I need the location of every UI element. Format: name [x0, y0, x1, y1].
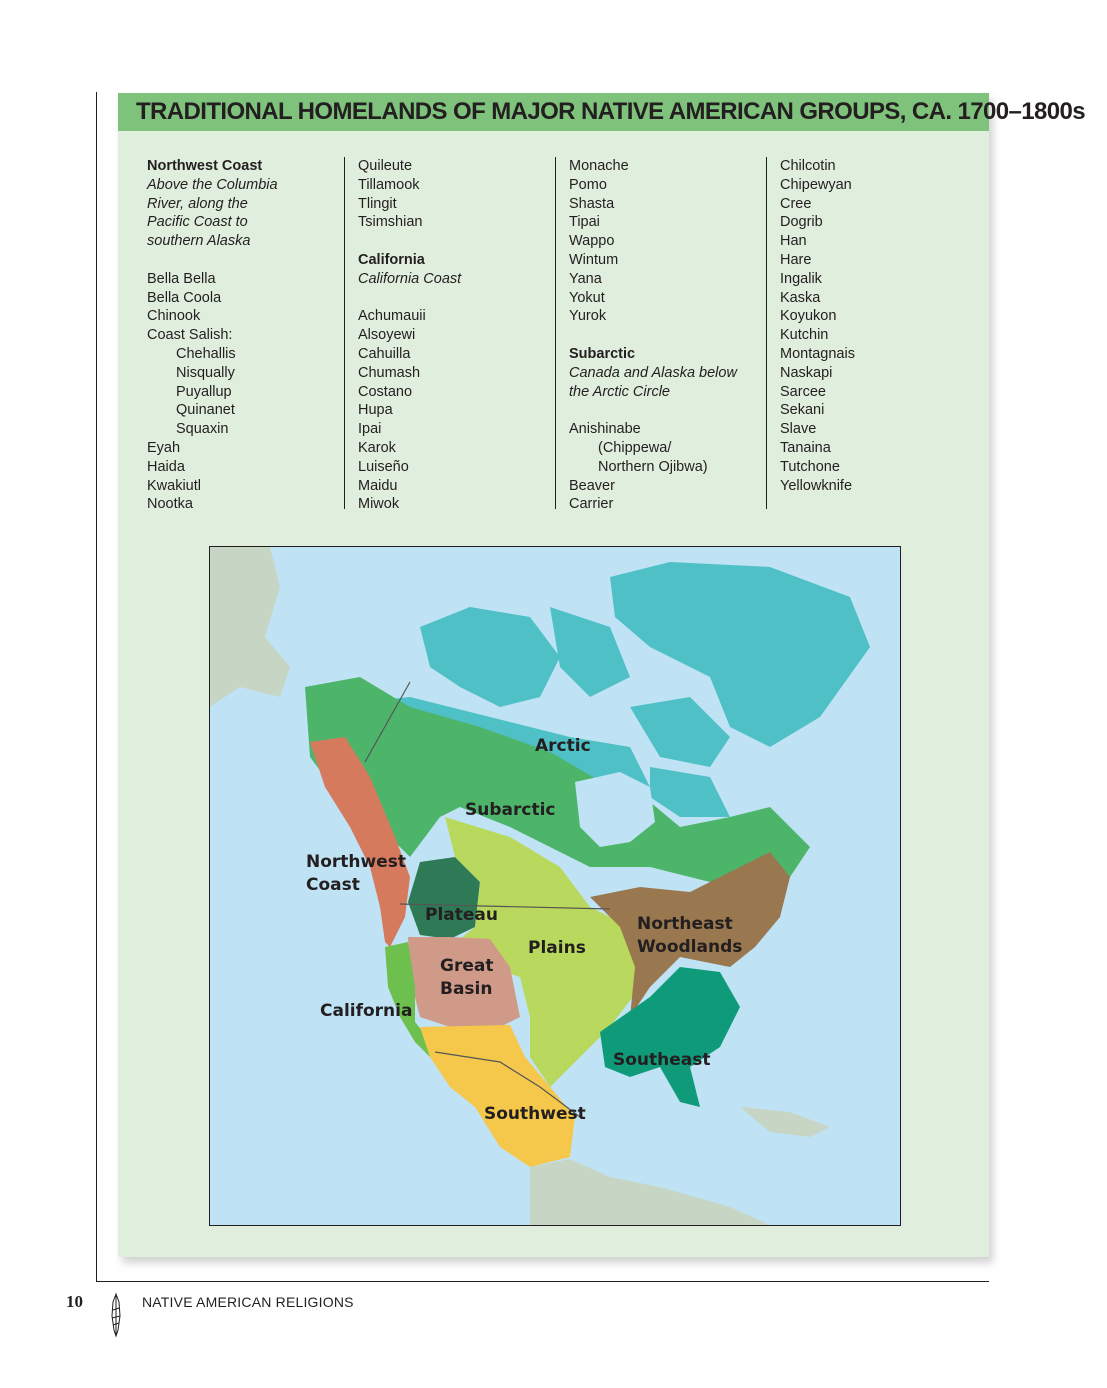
subgroup-name: Northern Ojibwa) — [598, 458, 708, 475]
group-name: Bella Coola — [147, 289, 222, 306]
map-label-arctic: Arctic — [535, 736, 591, 756]
map-label-great: Great — [440, 956, 494, 976]
region-description: California Coast — [358, 270, 462, 287]
group-column-1 — [147, 157, 337, 514]
group-name: Chumash — [358, 364, 421, 381]
map-label-northeast: Northeast — [637, 914, 733, 934]
group-name: Han — [780, 233, 807, 250]
map-label-southwest: Southwest — [484, 1104, 586, 1124]
group-name: Tlingit — [358, 195, 397, 212]
homelands-map — [209, 546, 901, 1226]
map-label-woodlands: Woodlands — [637, 937, 743, 957]
group-name: Eyah — [147, 439, 181, 456]
group-name: Carrier — [569, 496, 614, 513]
group-name: Montagnais — [780, 345, 855, 362]
running-title: NATIVE AMERICAN RELIGIONS — [142, 1294, 354, 1310]
group-name: Yellowknife — [780, 477, 853, 494]
group-name: Haida — [147, 458, 185, 475]
map-label-plateau: Plateau — [425, 905, 498, 925]
column-divider — [766, 157, 767, 509]
group-name: Nootka — [147, 496, 193, 513]
group-name: Slave — [780, 421, 817, 438]
map-label-southeast: Southeast — [613, 1050, 711, 1070]
group-name: Naskapi — [780, 364, 833, 381]
group-name: Luiseño — [358, 458, 409, 475]
map-label-subarctic: Subarctic — [465, 800, 556, 820]
group-name: Hare — [780, 251, 812, 268]
group-name: Anishinabe — [569, 421, 641, 438]
map-svg — [210, 547, 900, 1225]
group-name: Shasta — [569, 195, 615, 212]
group-name: Bella Bella — [147, 270, 216, 287]
group-name: Dogrib — [780, 214, 823, 231]
group-name: Kwakiutl — [147, 477, 201, 494]
region-heading: Northwest Coast — [147, 158, 263, 174]
group-name: Quileute — [358, 158, 413, 174]
group-name: Kaska — [780, 289, 821, 306]
subgroup-name: (Chippewa/ — [598, 439, 672, 456]
page-number: 10 — [66, 1292, 83, 1311]
region-description: Canada and Alaska below — [569, 364, 737, 381]
group-name: Chipewyan — [780, 176, 852, 193]
map-label-plains: Plains — [528, 938, 586, 958]
group-column-4 — [780, 157, 970, 495]
region-description: River, along the — [147, 195, 248, 212]
group-name: Sekani — [780, 402, 825, 419]
group-name: Yokut — [569, 289, 605, 306]
group-name: Maidu — [358, 477, 398, 494]
map-label-northwest: Northwest — [306, 852, 406, 872]
group-name: Chinook — [147, 308, 201, 325]
feather-icon — [106, 1292, 126, 1338]
region-description: Pacific Coast to — [147, 214, 248, 231]
group-name: Alsoyewi — [358, 327, 416, 344]
group-name: Miwok — [358, 496, 400, 513]
region-description: the Arctic Circle — [569, 383, 670, 400]
subgroup-name: Chehallis — [176, 345, 236, 362]
group-column-2 — [358, 157, 548, 514]
region-heading: Subarctic — [569, 345, 636, 362]
group-name: Tsimshian — [358, 214, 423, 231]
group-name: Pomo — [569, 176, 607, 193]
group-name: Achumauii — [358, 308, 426, 325]
group-name: Karok — [358, 439, 396, 456]
group-name: Sarcee — [780, 383, 826, 400]
group-name: Wappo — [569, 233, 615, 250]
group-name: Hupa — [358, 402, 393, 419]
group-name: Costano — [358, 383, 413, 400]
region-heading: California — [358, 251, 425, 268]
column-divider — [555, 157, 556, 509]
group-name: Yurok — [569, 308, 607, 325]
region-description: Above the Columbia — [147, 176, 278, 193]
group-name: Tipai — [569, 214, 600, 231]
subgroup-name: Nisqually — [176, 364, 235, 381]
group-name: Koyukon — [780, 308, 837, 325]
group-name: Tutchone — [780, 458, 840, 475]
subgroup-name: Puyallup — [176, 383, 232, 400]
group-name: Tillamook — [358, 176, 420, 193]
column-divider — [344, 157, 345, 509]
map-label-california: California — [320, 1001, 413, 1021]
group-name: Chilcotin — [780, 158, 836, 174]
subgroup-name: Quinanet — [176, 402, 235, 419]
group-name: Cree — [780, 195, 812, 212]
panel-title: TRADITIONAL HOMELANDS OF MAJOR NATIVE AMERICAN GROUPS, CA. 1700–1800s — [136, 98, 1085, 125]
group-name: Yana — [569, 270, 602, 287]
group-column-3 — [569, 157, 759, 514]
group-name: Ipai — [358, 421, 382, 438]
group-name: Wintum — [569, 251, 619, 268]
map-label-basin: Basin — [440, 979, 493, 999]
group-name: Coast Salish: — [147, 327, 233, 344]
group-name: Ingalik — [780, 270, 822, 287]
group-name: Kutchin — [780, 327, 829, 344]
group-name: Tanaina — [780, 439, 831, 456]
subgroup-name: Squaxin — [176, 421, 229, 438]
left-margin-rule — [96, 92, 97, 1282]
group-name: Monache — [569, 158, 629, 174]
group-name: Cahuilla — [358, 345, 411, 362]
group-name: Beaver — [569, 477, 615, 494]
map-label-coast: Coast — [306, 875, 360, 895]
footer-rule — [96, 1281, 989, 1282]
region-description: southern Alaska — [147, 233, 251, 250]
